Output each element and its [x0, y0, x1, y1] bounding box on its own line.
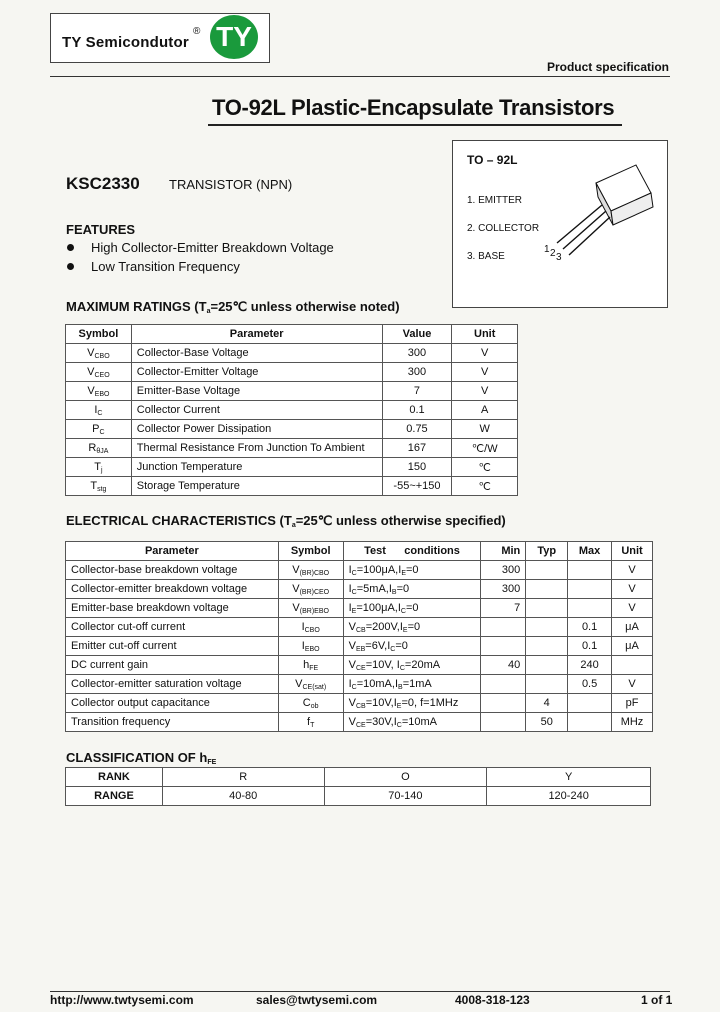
max-cell: [568, 713, 612, 732]
typ-cell: [526, 675, 568, 694]
typ-cell: [526, 637, 568, 656]
range-cell: 70-140: [324, 787, 487, 806]
table-row: [66, 401, 518, 420]
symbol-cell: $I_{EBO}$: [278, 637, 343, 656]
unit-cell: [612, 656, 653, 675]
unit-cell: V: [612, 675, 653, 694]
symbol-cell: $C_{ob}$: [278, 694, 343, 713]
unit-cell: ℃/W: [452, 439, 518, 458]
company-name: TY Semicondutor: [62, 34, 189, 51]
package-diagram-box: [452, 140, 668, 308]
parameter-cell: Collector cut-off current: [66, 618, 279, 637]
parameter-cell: Transition frequency: [66, 713, 279, 732]
range-cell: 40-80: [162, 787, 324, 806]
column-header: Parameter: [66, 542, 279, 561]
table-row: [66, 363, 518, 382]
rank-cell: R: [162, 768, 324, 787]
range-label: RANGE: [66, 787, 163, 806]
unit-cell: ℃: [452, 458, 518, 477]
table-row: [66, 344, 518, 363]
features-heading: FEATURES: [66, 222, 136, 237]
column-header: Unit: [452, 325, 518, 344]
unit-cell: V: [612, 580, 653, 599]
heading-subscript: FE: [207, 759, 217, 766]
range-cell: 120-240: [487, 787, 651, 806]
heading-subscript: a: [206, 308, 211, 315]
pin-number-2: 2: [550, 248, 556, 259]
parameter-cell: Collector-base breakdown voltage: [66, 561, 279, 580]
typ-cell: [526, 618, 568, 637]
parameter-cell: Collector-emitter breakdown voltage: [66, 580, 279, 599]
parameter-cell: Emitter-base breakdown voltage: [66, 599, 279, 618]
column-header: Unit: [612, 542, 653, 561]
title-underline: [208, 124, 622, 126]
value-cell: -55~+150: [382, 477, 452, 496]
max-cell: [568, 694, 612, 713]
test-condition-cell: $V_{CE}=30V,I_C=10mA$: [343, 713, 481, 732]
symbol-cell: $T_{stg}$: [66, 477, 132, 496]
heading-text: ELECTRICAL CHARACTERISTICS (T: [66, 513, 292, 528]
table-row: [66, 439, 518, 458]
table-row: [66, 477, 518, 496]
parameter-cell: Collector output capacitance: [66, 694, 279, 713]
parameter-cell: DC current gain: [66, 656, 279, 675]
table-row: [66, 382, 518, 401]
column-header: Typ: [526, 542, 568, 561]
table-row: [66, 694, 653, 713]
heading-subscript: a: [291, 522, 296, 529]
parameter-cell: Emitter-Base Voltage: [131, 382, 382, 401]
unit-cell: MHz: [612, 713, 653, 732]
value-cell: 167: [382, 439, 452, 458]
test-condition-cell: $V_{EB}=6V,I_C=0$: [343, 637, 481, 656]
hfe-classification-table: [65, 767, 651, 806]
table-row: [66, 637, 653, 656]
min-cell: [481, 618, 526, 637]
table-row: [66, 618, 653, 637]
column-header: Symbol: [278, 542, 343, 561]
parameter-cell: Thermal Resistance From Junction To Ambient: [131, 439, 382, 458]
parameter-cell: Emitter cut-off current: [66, 637, 279, 656]
column-header: Symbol: [66, 325, 132, 344]
unit-cell: ℃: [452, 477, 518, 496]
value-cell: 0.1: [382, 401, 452, 420]
symbol-cell: $V_{CE(sat)}$: [278, 675, 343, 694]
symbol-cell: $V_{CBO}$: [66, 344, 132, 363]
max-cell: 0.1: [568, 637, 612, 656]
pin-number-3: 3: [556, 252, 562, 263]
unit-cell: pF: [612, 694, 653, 713]
classification-heading: [66, 750, 216, 766]
symbol-cell: $I_{CBO}$: [278, 618, 343, 637]
footer-website-link[interactable]: http://www.twtysemi.com: [50, 993, 194, 1007]
footer-page-number: 1 of 1: [641, 993, 673, 1007]
column-header: Parameter: [131, 325, 382, 344]
symbol-cell: $f_T$: [278, 713, 343, 732]
typ-cell: [526, 561, 568, 580]
test-condition-cell: $V_{CB}=200V,I_E=0$: [343, 618, 481, 637]
unit-cell: μA: [612, 618, 653, 637]
test-condition-cell: $V_{CB}=10V,I_E=0$, f=1MHz: [343, 694, 481, 713]
value-cell: 300: [382, 344, 452, 363]
electrical-characteristics-table: [65, 541, 653, 732]
typ-cell: 50: [526, 713, 568, 732]
ty-logo-icon: TY: [210, 15, 258, 59]
product-specification-label: Product specification: [546, 60, 669, 74]
symbol-cell: $I_C$: [66, 401, 132, 420]
table-row: [66, 713, 653, 732]
min-cell: 300: [481, 561, 526, 580]
footer-email-link[interactable]: sales@twtysemi.com: [256, 993, 378, 1007]
pin-1-label: 1. EMITTER: [467, 195, 523, 206]
pin-number-1: 1: [544, 244, 550, 255]
value-cell: 7: [382, 382, 452, 401]
parameter-cell: Collector-Emitter Voltage: [131, 363, 382, 382]
feature-item: High Collector-Emitter Breakdown Voltage: [91, 240, 334, 255]
heading-text: MAXIMUM RATINGS (T: [66, 299, 207, 314]
part-number: KSC2330: [66, 174, 140, 193]
unit-cell: V: [612, 561, 653, 580]
test-condition-cell: $I_E=100\mu A,I_C=0$: [343, 599, 481, 618]
unit-cell: μA: [612, 637, 653, 656]
document-title: TO-92L Plastic-Encapsulate Transistors: [212, 95, 615, 120]
table-row: [66, 458, 518, 477]
min-cell: 300: [481, 580, 526, 599]
unit-cell: W: [452, 420, 518, 439]
parameter-cell: Storage Temperature: [131, 477, 382, 496]
unit-cell: V: [612, 599, 653, 618]
heading-text: CLASSIFICATION OF h: [66, 750, 208, 765]
table-row: [66, 420, 518, 439]
max-cell: [568, 599, 612, 618]
value-cell: 0.75: [382, 420, 452, 439]
pin-3-label: 3. BASE: [467, 251, 505, 262]
rank-label: RANK: [66, 768, 163, 787]
unit-cell: V: [452, 382, 518, 401]
min-cell: 7: [481, 599, 526, 618]
symbol-cell: $V_{(BR)CEO}$: [278, 580, 343, 599]
symbol-cell: $T_j$: [66, 458, 132, 477]
typ-cell: [526, 599, 568, 618]
min-cell: [481, 713, 526, 732]
parameter-cell: Collector Current: [131, 401, 382, 420]
bullet-icon: [67, 244, 74, 251]
max-ratings-heading: [66, 299, 400, 315]
electrical-heading: [66, 513, 506, 529]
value-cell: 300: [382, 363, 452, 382]
typ-cell: [526, 580, 568, 599]
min-cell: [481, 675, 526, 694]
parameter-cell: Junction Temperature: [131, 458, 382, 477]
table-row: [66, 599, 653, 618]
parameter-cell: Collector Power Dissipation: [131, 420, 382, 439]
min-cell: 40: [481, 656, 526, 675]
symbol-cell: $V_{(BR)CBO}$: [278, 561, 343, 580]
column-header: Min: [481, 542, 526, 561]
unit-cell: V: [452, 344, 518, 363]
symbol-cell: $V_{(BR)EBO}$: [278, 599, 343, 618]
table-row: [66, 580, 653, 599]
footer-divider: [50, 991, 670, 992]
footer-phone: 4008-318-123: [455, 993, 530, 1007]
column-header: Test conditions: [343, 542, 481, 561]
min-cell: [481, 694, 526, 713]
pin-2-label: 2. COLLECTOR: [467, 223, 540, 234]
package-name: TO – 92L: [467, 153, 518, 167]
part-type: TRANSISTOR (NPN): [169, 177, 293, 192]
heading-text: =25℃ unless otherwise noted): [210, 299, 400, 314]
feature-item: Low Transition Frequency: [91, 259, 240, 274]
symbol-cell: $R_{\theta JA}$: [66, 439, 132, 458]
test-condition-cell: $I_C=10mA,I_B=1mA$: [343, 675, 481, 694]
column-header: Value: [382, 325, 452, 344]
bullet-icon: [67, 263, 74, 270]
test-condition-cell: $V_{CE}=10V$, $I_C=20mA$: [343, 656, 481, 675]
symbol-cell: $V_{EBO}$: [66, 382, 132, 401]
max-cell: [568, 561, 612, 580]
parameter-cell: Collector-emitter saturation voltage: [66, 675, 279, 694]
registered-mark: ®: [193, 26, 201, 37]
min-cell: [481, 637, 526, 656]
max-cell: 0.1: [568, 618, 612, 637]
heading-text: =25℃ unless otherwise specified): [295, 513, 506, 528]
table-row: [66, 561, 653, 580]
table-row: [66, 656, 653, 675]
test-condition-cell: $I_C=100\mu A,I_E=0$: [343, 561, 481, 580]
max-cell: [568, 580, 612, 599]
rank-cell: Y: [487, 768, 651, 787]
symbol-cell: $h_{FE}$: [278, 656, 343, 675]
table-row: [66, 675, 653, 694]
symbol-cell: $V_{CEO}$: [66, 363, 132, 382]
rank-cell: O: [324, 768, 487, 787]
typ-cell: [526, 656, 568, 675]
parameter-cell: Collector-Base Voltage: [131, 344, 382, 363]
value-cell: 150: [382, 458, 452, 477]
unit-cell: A: [452, 401, 518, 420]
max-cell: 240: [568, 656, 612, 675]
max-ratings-table: [65, 324, 518, 496]
typ-cell: 4: [526, 694, 568, 713]
column-header: Max: [568, 542, 612, 561]
max-cell: 0.5: [568, 675, 612, 694]
unit-cell: V: [452, 363, 518, 382]
test-condition-cell: $I_C=5mA,I_B=0$: [343, 580, 481, 599]
header-divider: [50, 76, 670, 77]
symbol-cell: $P_C$: [66, 420, 132, 439]
